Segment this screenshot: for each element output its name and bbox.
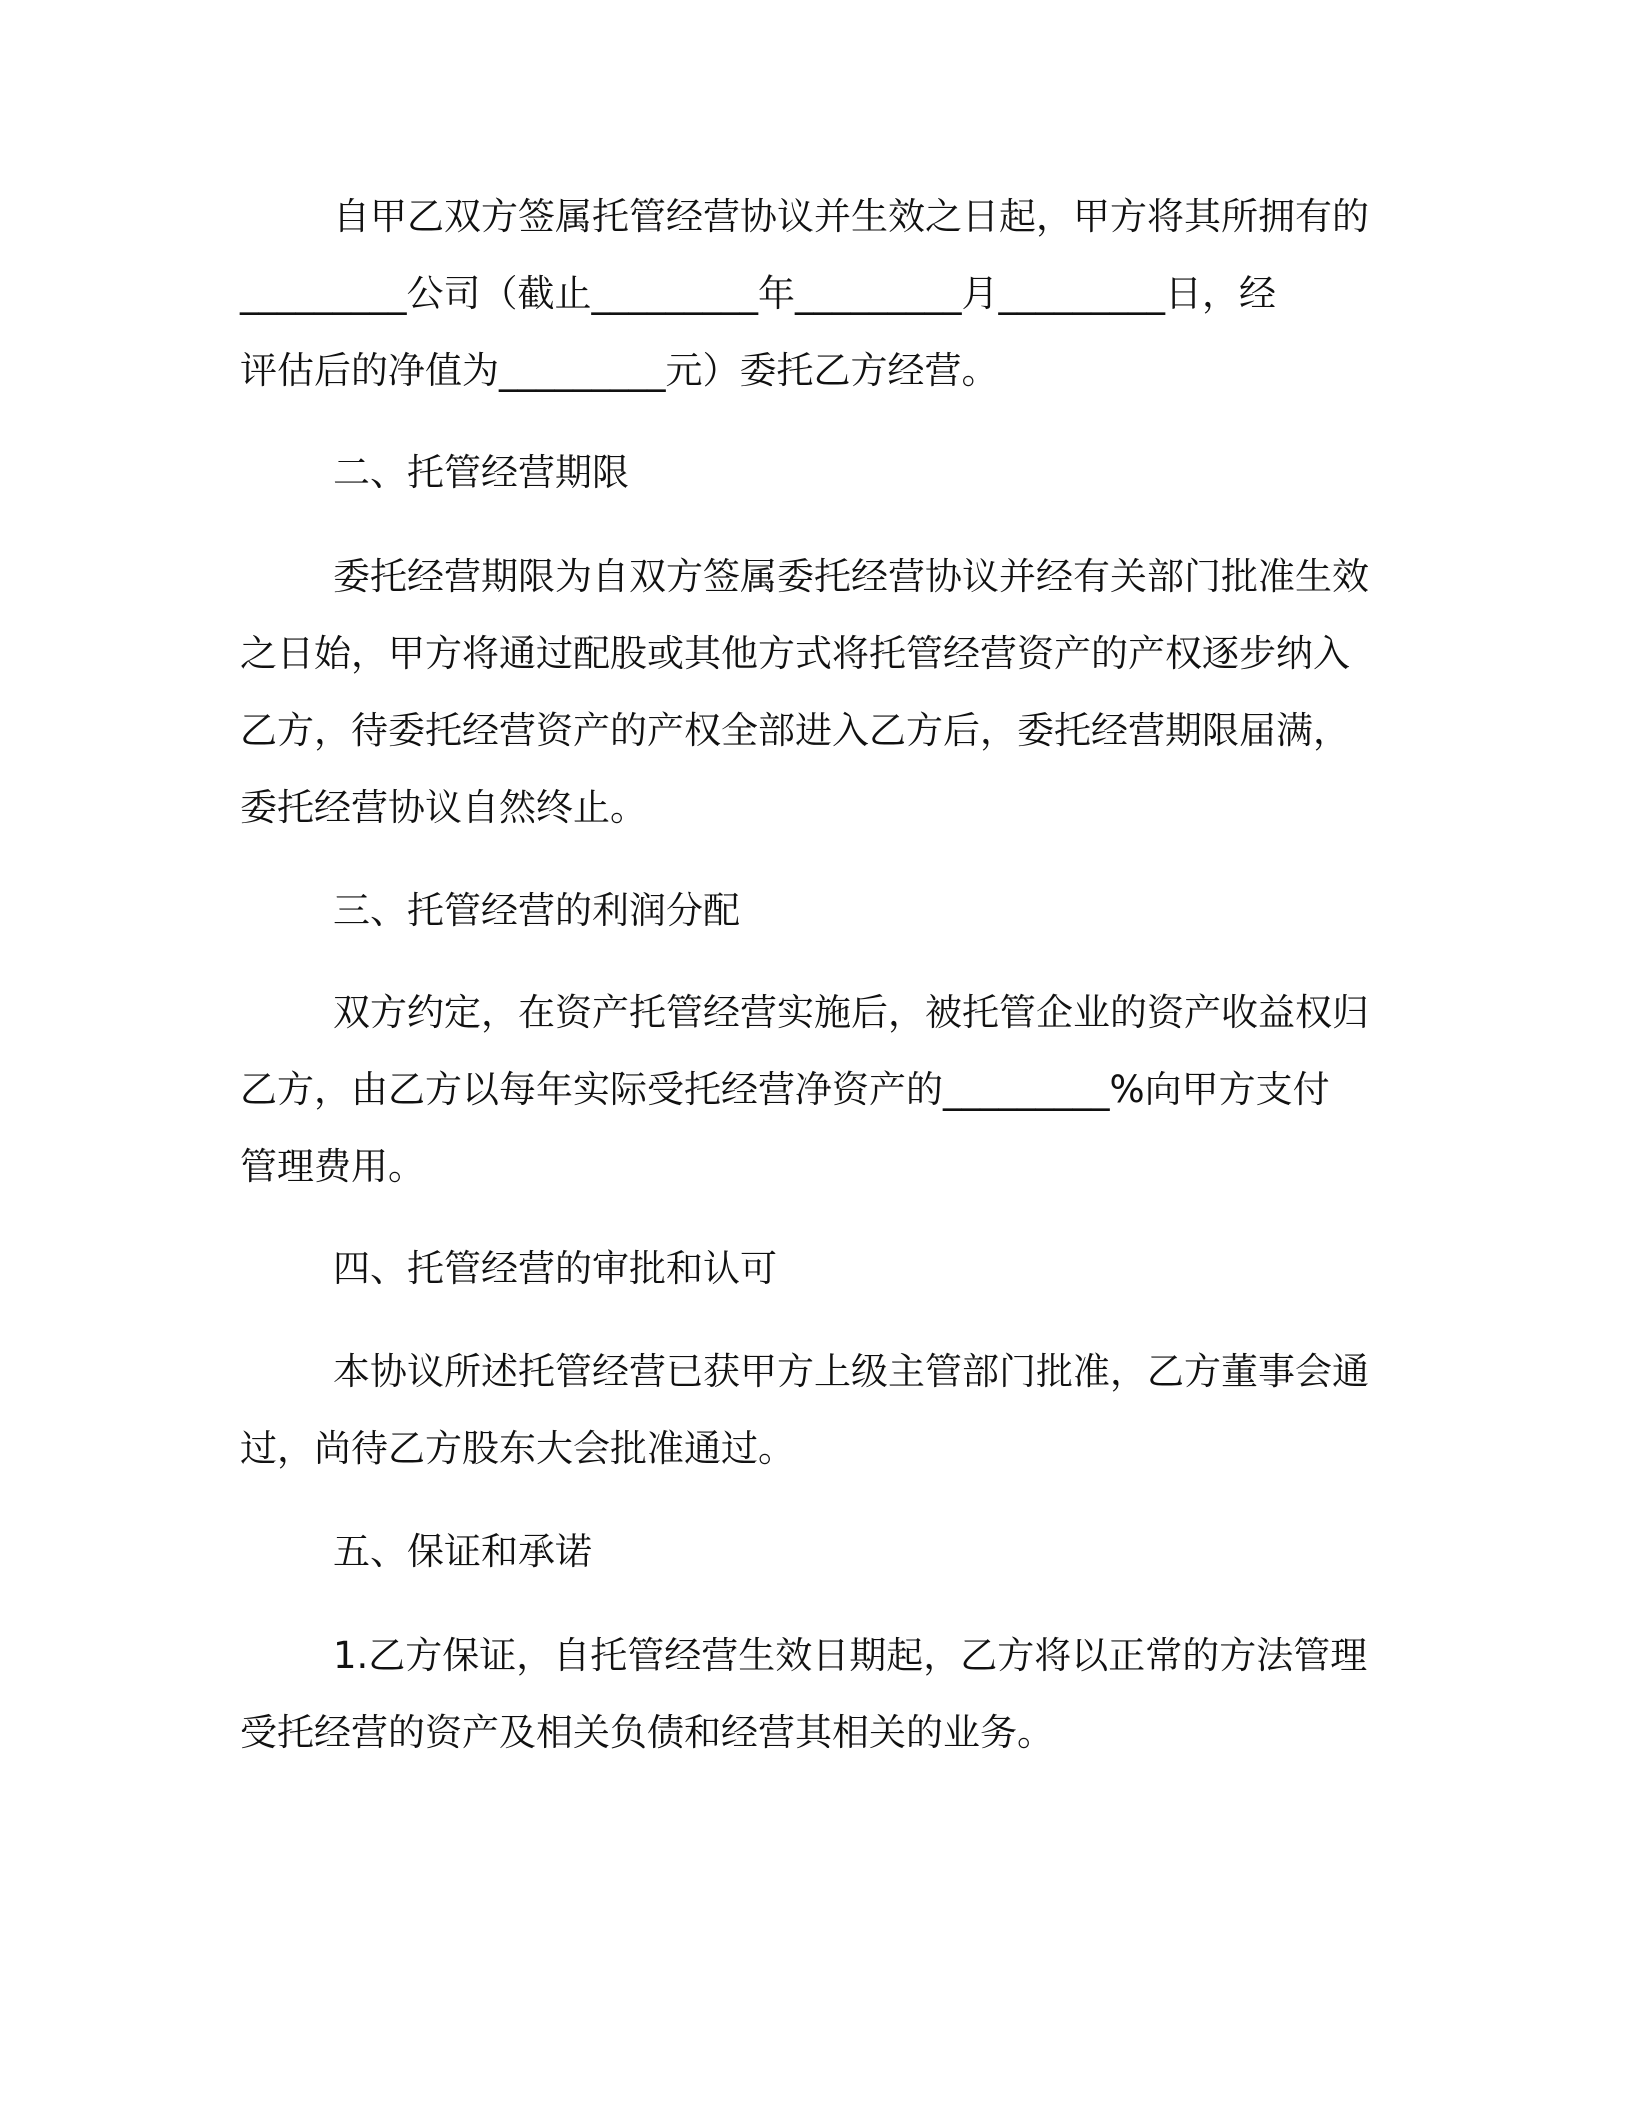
paragraph-line: 管理费用。 (240, 1145, 425, 1188)
paragraph-line: 之日始，甲方将通过配股或其他方式将托管经营资产的产权逐步纳入 (240, 632, 1350, 675)
section-heading: 三、托管经营的利润分配 (333, 889, 740, 932)
paragraph-line: 双方约定，在资产托管经营实施后，被托管企业的资产收益权归 (333, 991, 1369, 1034)
paragraph-line: 过，尚待乙方股东大会批准通过。 (240, 1427, 795, 1470)
paragraph-line: _________公司（截止_________年_________月_________日，经 (240, 272, 1276, 315)
section-heading: 二、托管经营期限 (333, 451, 629, 494)
paragraph-line: 本协议所述托管经营已获甲方上级主管部门批准，乙方董事会通 (333, 1350, 1369, 1393)
section-heading: 五、保证和承诺 (333, 1530, 592, 1573)
paragraph-line: 1.乙方保证，自托管经营生效日期起，乙方将以正常的方法管理 (333, 1634, 1368, 1677)
section-heading: 四、托管经营的审批和认可 (333, 1247, 777, 1290)
paragraph-line: 委托经营协议自然终止。 (240, 786, 647, 829)
paragraph-line: 乙方，由乙方以每年实际受托经营净资产的_________%向甲方支付 (240, 1068, 1330, 1111)
paragraph-line: 乙方，待委托经营资产的产权全部进入乙方后，委托经营期限届满， (240, 709, 1350, 752)
paragraph-line: 自甲乙双方签属托管经营协议并生效之日起，甲方将其所拥有的 (333, 195, 1369, 238)
paragraph-line: 评估后的净值为_________元）委托乙方经营。 (240, 349, 999, 392)
paragraph-line: 委托经营期限为自双方签属委托经营协议并经有关部门批准生效 (333, 555, 1369, 598)
paragraph-line: 受托经营的资产及相关负债和经营其相关的业务。 (240, 1711, 1054, 1754)
